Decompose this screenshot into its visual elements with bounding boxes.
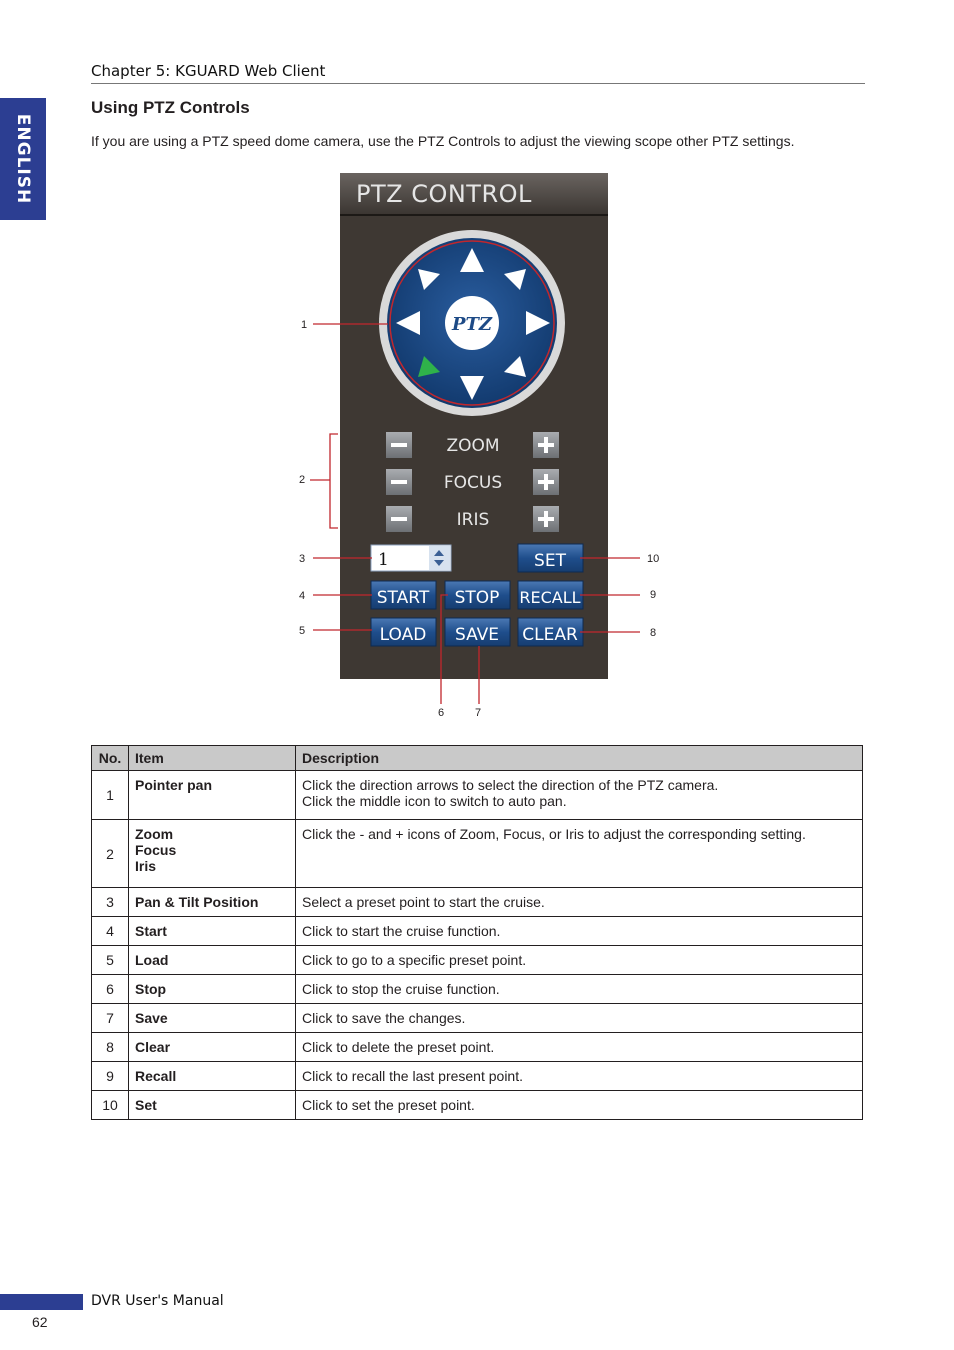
row-no: 2 bbox=[92, 820, 129, 888]
table-row bbox=[92, 946, 863, 975]
ptz-panel-title: PTZ CONTROL bbox=[356, 180, 532, 208]
row-description bbox=[296, 771, 863, 820]
section-title: Using PTZ Controls bbox=[91, 98, 250, 117]
row-description bbox=[296, 946, 863, 975]
item-line: Save bbox=[135, 1010, 168, 1026]
load-button-label: LOAD bbox=[379, 625, 427, 645]
stop-button[interactable] bbox=[445, 581, 510, 609]
language-tab bbox=[0, 98, 46, 220]
table-row bbox=[92, 771, 863, 820]
item-line: Iris bbox=[135, 858, 157, 874]
table-row bbox=[92, 917, 863, 946]
zoom-row bbox=[386, 432, 559, 458]
description-line: Click to stop the cruise function. bbox=[302, 981, 500, 997]
row-item bbox=[129, 771, 296, 820]
callout-6: 6 bbox=[438, 707, 445, 719]
iris-label: IRIS bbox=[456, 510, 490, 530]
focus-label: FOCUS bbox=[443, 473, 503, 493]
table-row bbox=[92, 888, 863, 917]
row-no: 9 bbox=[92, 1062, 129, 1091]
row-no: 7 bbox=[92, 1004, 129, 1033]
description-line: Click to delete the preset point. bbox=[302, 1039, 495, 1055]
preset-value: 1 bbox=[378, 550, 389, 570]
table-row bbox=[92, 1091, 863, 1120]
row-no: 5 bbox=[92, 946, 129, 975]
item-line: Recall bbox=[135, 1068, 177, 1084]
row-item bbox=[129, 820, 296, 888]
chapter-heading: Chapter 5: KGUARD Web Client bbox=[91, 62, 326, 80]
footer-bar bbox=[0, 1294, 83, 1310]
item-line: Pan & Tilt Position bbox=[135, 894, 259, 910]
callout-8: 8 bbox=[650, 627, 657, 639]
row-item bbox=[129, 1062, 296, 1091]
callout-7: 7 bbox=[475, 707, 482, 719]
save-button[interactable] bbox=[445, 618, 510, 646]
header-item: Item bbox=[129, 746, 296, 771]
row-no: 8 bbox=[92, 1033, 129, 1062]
description-line: Click the direction arrows to select the direction of the PTZ camera. bbox=[302, 777, 719, 793]
zoom-label: ZOOM bbox=[446, 436, 500, 456]
recall-button[interactable] bbox=[518, 581, 583, 609]
save-button-label: SAVE bbox=[454, 625, 500, 645]
preset-spinner[interactable] bbox=[371, 545, 451, 571]
header-description: Description bbox=[296, 746, 863, 771]
ptz-control-figure bbox=[290, 170, 670, 730]
item-line: Set bbox=[135, 1097, 157, 1113]
callout-9: 9 bbox=[650, 589, 657, 601]
manual-title: DVR User's Manual bbox=[91, 1293, 224, 1309]
row-description bbox=[296, 975, 863, 1004]
description-line: Click to set the preset point. bbox=[302, 1097, 475, 1113]
row-item bbox=[129, 946, 296, 975]
set-button-label: SET bbox=[534, 551, 566, 571]
description-line: Click to go to a specific preset point. bbox=[302, 952, 527, 968]
language-tab-label: ENGLISH bbox=[13, 113, 33, 205]
item-line: Stop bbox=[135, 981, 167, 997]
item-line: Start bbox=[135, 923, 167, 939]
callout-3: 3 bbox=[299, 553, 306, 565]
row-item bbox=[129, 1033, 296, 1062]
callout-10: 10 bbox=[647, 553, 660, 565]
row-no: 6 bbox=[92, 975, 129, 1004]
set-button[interactable] bbox=[518, 544, 583, 572]
row-no: 4 bbox=[92, 917, 129, 946]
row-description bbox=[296, 1062, 863, 1091]
start-button-label: START bbox=[376, 588, 430, 608]
callout-5: 5 bbox=[299, 625, 306, 637]
table-row bbox=[92, 1033, 863, 1062]
table-row bbox=[92, 820, 863, 888]
description-line: Click to recall the last present point. bbox=[302, 1068, 523, 1084]
item-line: Clear bbox=[135, 1039, 171, 1055]
start-button[interactable] bbox=[371, 581, 436, 609]
stop-button-label: STOP bbox=[454, 588, 500, 608]
ptz-description-table bbox=[91, 745, 863, 1120]
row-no: 10 bbox=[92, 1091, 129, 1120]
row-item bbox=[129, 975, 296, 1004]
callout-2: 2 bbox=[299, 474, 306, 486]
item-line: Pointer pan bbox=[135, 777, 213, 793]
row-description bbox=[296, 820, 863, 888]
description-line: Select a preset point to start the cruise. bbox=[302, 894, 545, 910]
header-no: No. bbox=[92, 746, 129, 771]
description-line: Click to start the cruise function. bbox=[302, 923, 501, 939]
clear-button[interactable] bbox=[518, 618, 583, 646]
focus-row bbox=[386, 469, 559, 495]
row-no: 1 bbox=[92, 771, 129, 820]
item-line: Zoom bbox=[135, 826, 174, 842]
row-item bbox=[129, 1004, 296, 1033]
row-description bbox=[296, 917, 863, 946]
chapter-divider bbox=[91, 83, 865, 84]
callout-4: 4 bbox=[299, 590, 306, 602]
row-item bbox=[129, 888, 296, 917]
description-line: Click the middle icon to switch to auto pan. bbox=[302, 793, 567, 809]
item-line: Focus bbox=[135, 842, 177, 858]
table-row bbox=[92, 1004, 863, 1033]
description-line: Click the - and + icons of Zoom, Focus, or Iris to adjust the corresponding setting. bbox=[302, 826, 806, 842]
row-description bbox=[296, 888, 863, 917]
table-row bbox=[92, 975, 863, 1004]
row-item bbox=[129, 917, 296, 946]
row-no: 3 bbox=[92, 888, 129, 917]
table-header-row bbox=[92, 746, 863, 771]
load-button[interactable] bbox=[371, 618, 436, 646]
pointer-pan-dial[interactable] bbox=[379, 230, 565, 416]
ptz-logo: PTZ bbox=[451, 314, 493, 335]
table-row bbox=[92, 1062, 863, 1091]
callout-1: 1 bbox=[301, 319, 308, 331]
page-number: 62 bbox=[32, 1314, 48, 1330]
iris-row bbox=[386, 506, 559, 532]
clear-button-label: CLEAR bbox=[522, 625, 578, 645]
intro-paragraph: If you are using a PTZ speed dome camera, use the PTZ Controls to adjust the viewing scope other PTZ settings. bbox=[91, 133, 795, 149]
item-line: Load bbox=[135, 952, 169, 968]
row-description bbox=[296, 1004, 863, 1033]
row-item bbox=[129, 1091, 296, 1120]
recall-button-label: RECALL bbox=[519, 588, 581, 607]
description-line: Click to save the changes. bbox=[302, 1010, 466, 1026]
row-description bbox=[296, 1033, 863, 1062]
row-description bbox=[296, 1091, 863, 1120]
